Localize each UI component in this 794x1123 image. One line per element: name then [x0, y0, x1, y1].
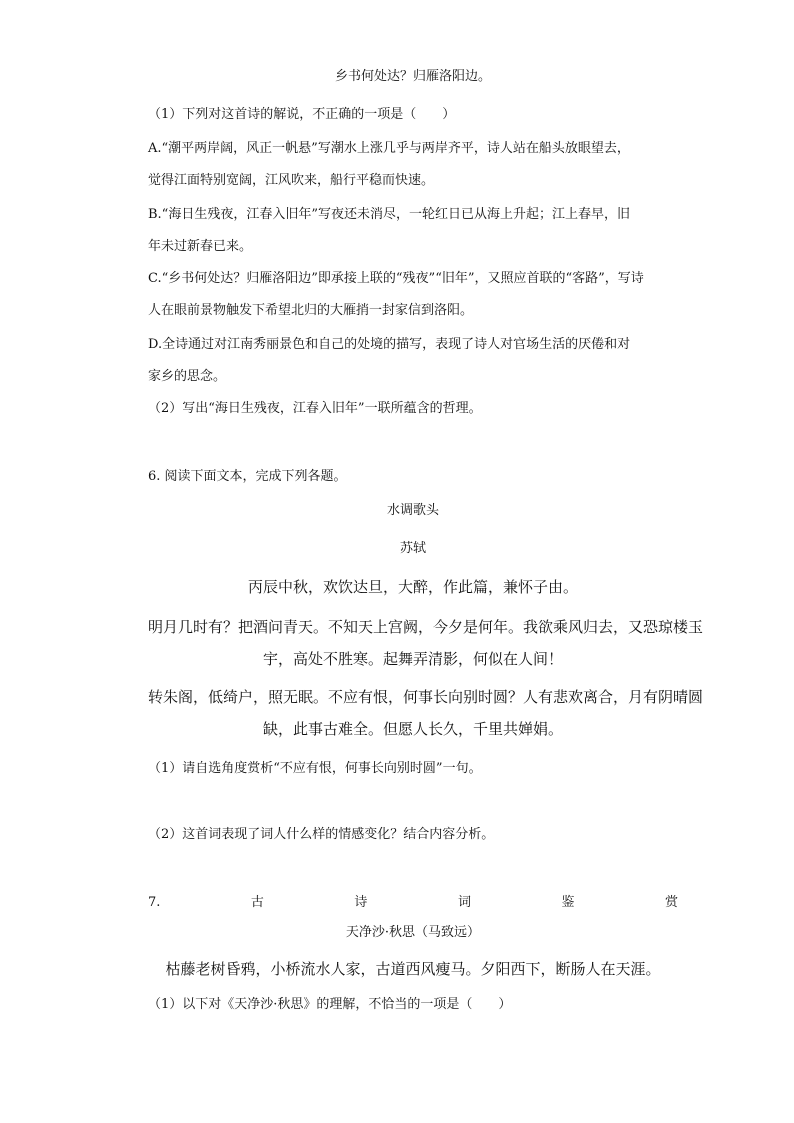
q7-heading-char: 鉴 [561, 895, 575, 910]
q6-heading: 6. 阅读下面文本，完成下列各题。 [148, 469, 347, 484]
poem-author: 苏轼 [399, 541, 426, 556]
option-a-line-2: 觉得江面特别宽阔，江风吹来，船行平稳而快速。 [148, 173, 435, 188]
stanza-1-line-2: 宇，高处不胜寒。起舞弄清影，何似在人间！ [262, 650, 563, 668]
option-c-line-1: C.“乡书何处达？归雁洛阳边”即承接上联的“残夜”“旧年”，又照应首联的“客路”，写诗 [148, 271, 644, 286]
q6-subquestion-2: （2）这首词表现了词人什么样的情感变化？结合内容分析。 [148, 827, 495, 842]
q7-number: 7. [148, 895, 161, 910]
q7-poem-title: 天净沙·秋思（马致远） [345, 925, 481, 940]
q7-heading-char: 词 [457, 895, 471, 910]
q6-subquestion-1: （1）请自选角度赏析“不应有恨，何事长向别时圆”一句。 [148, 761, 482, 776]
poem-last-line: 乡书何处达？归雁洛阳边。 [334, 69, 491, 84]
poem-title: 水调歌头 [386, 503, 439, 518]
option-b-line-1: B.“海日生残夜，江春入旧年”写夜还未消尽，一轮红日已从海上升起；江上春早，旧 [148, 207, 630, 222]
option-b-line-2: 年未过新春已来。 [148, 239, 253, 254]
q7-heading [148, 894, 678, 912]
q7-heading-char: 古 [250, 895, 264, 910]
q7-poem-text: 枯藤老树昏鸦，小桥流水人家，古道西风瘦马。夕阳西下，断肠人在天涯。 [165, 960, 661, 978]
q7-subquestion-1: （1）以下对《天净沙·秋思》的理解，不恰当的一项是（ ） [148, 997, 512, 1012]
q7-heading-char: 诗 [354, 895, 368, 910]
q7-heading-char: 赏 [664, 895, 678, 910]
option-c-line-2: 人在眼前景物触发下希望北归的大雁捎一封家信到洛阳。 [148, 303, 474, 318]
q5-subquestion-2: （2）写出“海日生残夜，江春入旧年”一联所蕴含的哲理。 [148, 401, 482, 416]
stanza-2-line-1: 转朱阁，低绮户，照无眠。不应有恨，何事长向别时圆？人有悲欢离合，月有阴晴圆 [148, 688, 704, 706]
q5-subquestion-1: （1）下列对这首诗的解说，不正确的一项是（ ） [148, 107, 456, 122]
option-d-line-2: 家乡的思念。 [148, 369, 227, 384]
option-d-line-1: D.全诗通过对江南秀丽景色和自己的处境的描写，表现了诗人对官场生活的厌倦和对 [148, 337, 631, 352]
option-a-line-1: A.“潮平两岸阔，风正一帆悬”写潮水上涨几乎与两岸齐平，诗人站在船头放眼望去， [148, 141, 630, 156]
stanza-1-line-1: 明月几时有？把酒问青天。不知天上宫阙，今夕是何年。我欲乘风归去，又恐琼楼玉 [148, 618, 704, 636]
poem-preface: 丙辰中秋，欢饮达旦，大醉，作此篇，兼怀子由。 [247, 578, 578, 596]
stanza-2-line-2: 缺，此事古难全。但愿人长久，千里共婵娟。 [262, 720, 563, 738]
